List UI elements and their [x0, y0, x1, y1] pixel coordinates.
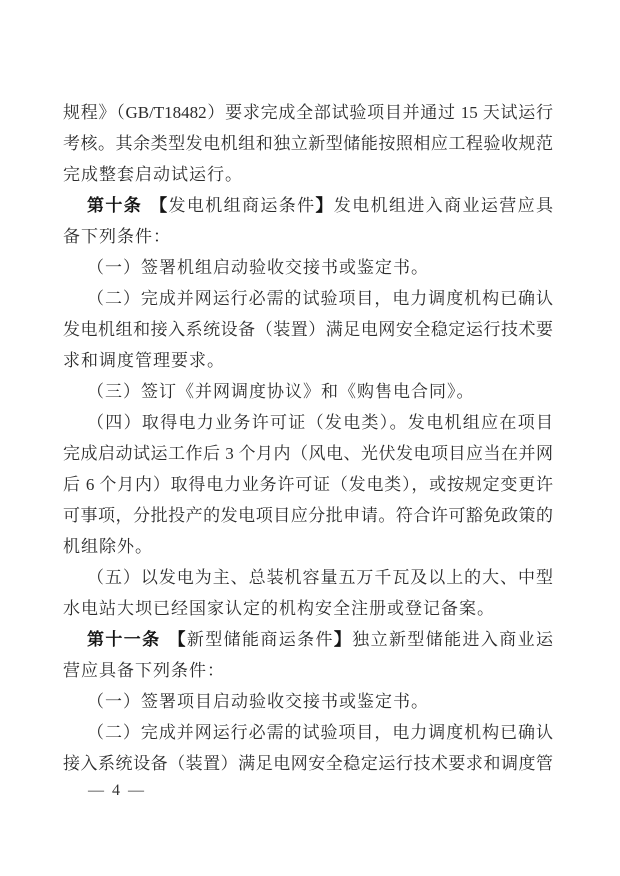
line-text: 接入系统设备（装置）满足电网安全稳定运行技术要求和调度管	[63, 754, 553, 773]
page-number: — 4 —	[88, 782, 146, 799]
text-line	[63, 655, 553, 686]
line-text: 机组除外。	[63, 537, 153, 556]
line-text: 考核。其余类型发电机组和独立新型储能按照相应工程验收规范	[63, 134, 553, 153]
text-line	[63, 531, 553, 562]
document-body	[63, 97, 553, 779]
line-text: 完成启动试运工作后 3 个月内（风电、光伏发电项目应当在并网	[63, 444, 553, 463]
line-text: 发电机组和接入系统设备（装置）满足电网安全稳定运行技术要	[63, 320, 553, 339]
line-text: 完成整套启动试运行。	[63, 165, 243, 184]
line-text: 备下列条件：	[63, 227, 171, 246]
line-text: 独立新型储能进入商业运	[352, 630, 553, 649]
text-line	[63, 748, 553, 779]
bracket-open: 【	[168, 630, 187, 649]
text-line	[63, 283, 553, 314]
line-text: 可事项，分批投产的发电项目应分批申请。符合许可豁免政策的	[63, 506, 553, 525]
text-line	[63, 221, 553, 252]
line-text: （三）签订《并网调度协议》和《购售电合同》。	[87, 382, 475, 401]
text-line	[63, 686, 553, 717]
line-text: （二）完成并网运行必需的试验项目，电力调度机构已确认	[87, 723, 553, 742]
text-line	[63, 624, 553, 655]
line-text: 规程》（GB/T18482）要求完成全部试验项目并通过 15 天试运行	[63, 103, 553, 122]
text-line	[63, 345, 553, 376]
line-text: （五）以发电为主、总装机容量五万千瓦及以上的大、中型	[87, 568, 553, 587]
text-line	[63, 438, 553, 469]
line-text: 营应具备下列条件：	[63, 661, 225, 680]
text-line	[63, 500, 553, 531]
text-line	[63, 407, 553, 438]
bracket-close: 】	[333, 630, 353, 649]
text-line	[63, 97, 553, 128]
text-line	[63, 314, 553, 345]
text-line	[63, 190, 553, 221]
text-line	[63, 376, 553, 407]
bracket-close: 】	[315, 196, 334, 215]
text-line	[63, 562, 553, 593]
line-text: （一）签署机组启动验收交接书或鉴定书。	[87, 258, 429, 277]
article-number: 第十条	[87, 196, 143, 215]
line-text: （四）取得电力业务许可证（发电类）。发电机组应在项目	[87, 413, 553, 432]
line-text: 后 6 个月内）取得电力业务许可证（发电类），或按规定变更许	[63, 475, 553, 494]
line-text: 水电站大坝已经国家认定的机构安全注册或登记备案。	[63, 599, 495, 618]
text-line	[63, 593, 553, 624]
line-text: 发电机组进入商业运营应具	[333, 196, 553, 215]
article-number: 第十一条	[87, 630, 161, 649]
text-line	[63, 159, 553, 190]
bracket-open: 【	[150, 196, 169, 215]
text-line	[63, 252, 553, 283]
line-text: （一）签署项目启动验收交接书或鉴定书。	[87, 692, 429, 711]
line-text: （二）完成并网运行必需的试验项目，电力调度机构已确认	[87, 289, 553, 308]
text-line	[63, 128, 553, 159]
text-line	[63, 717, 553, 748]
bracket-label: 发电机组商运条件	[168, 196, 316, 215]
text-line	[63, 469, 553, 500]
line-text: 求和调度管理要求。	[63, 351, 225, 370]
bracket-label: 新型储能商运条件	[186, 630, 334, 649]
